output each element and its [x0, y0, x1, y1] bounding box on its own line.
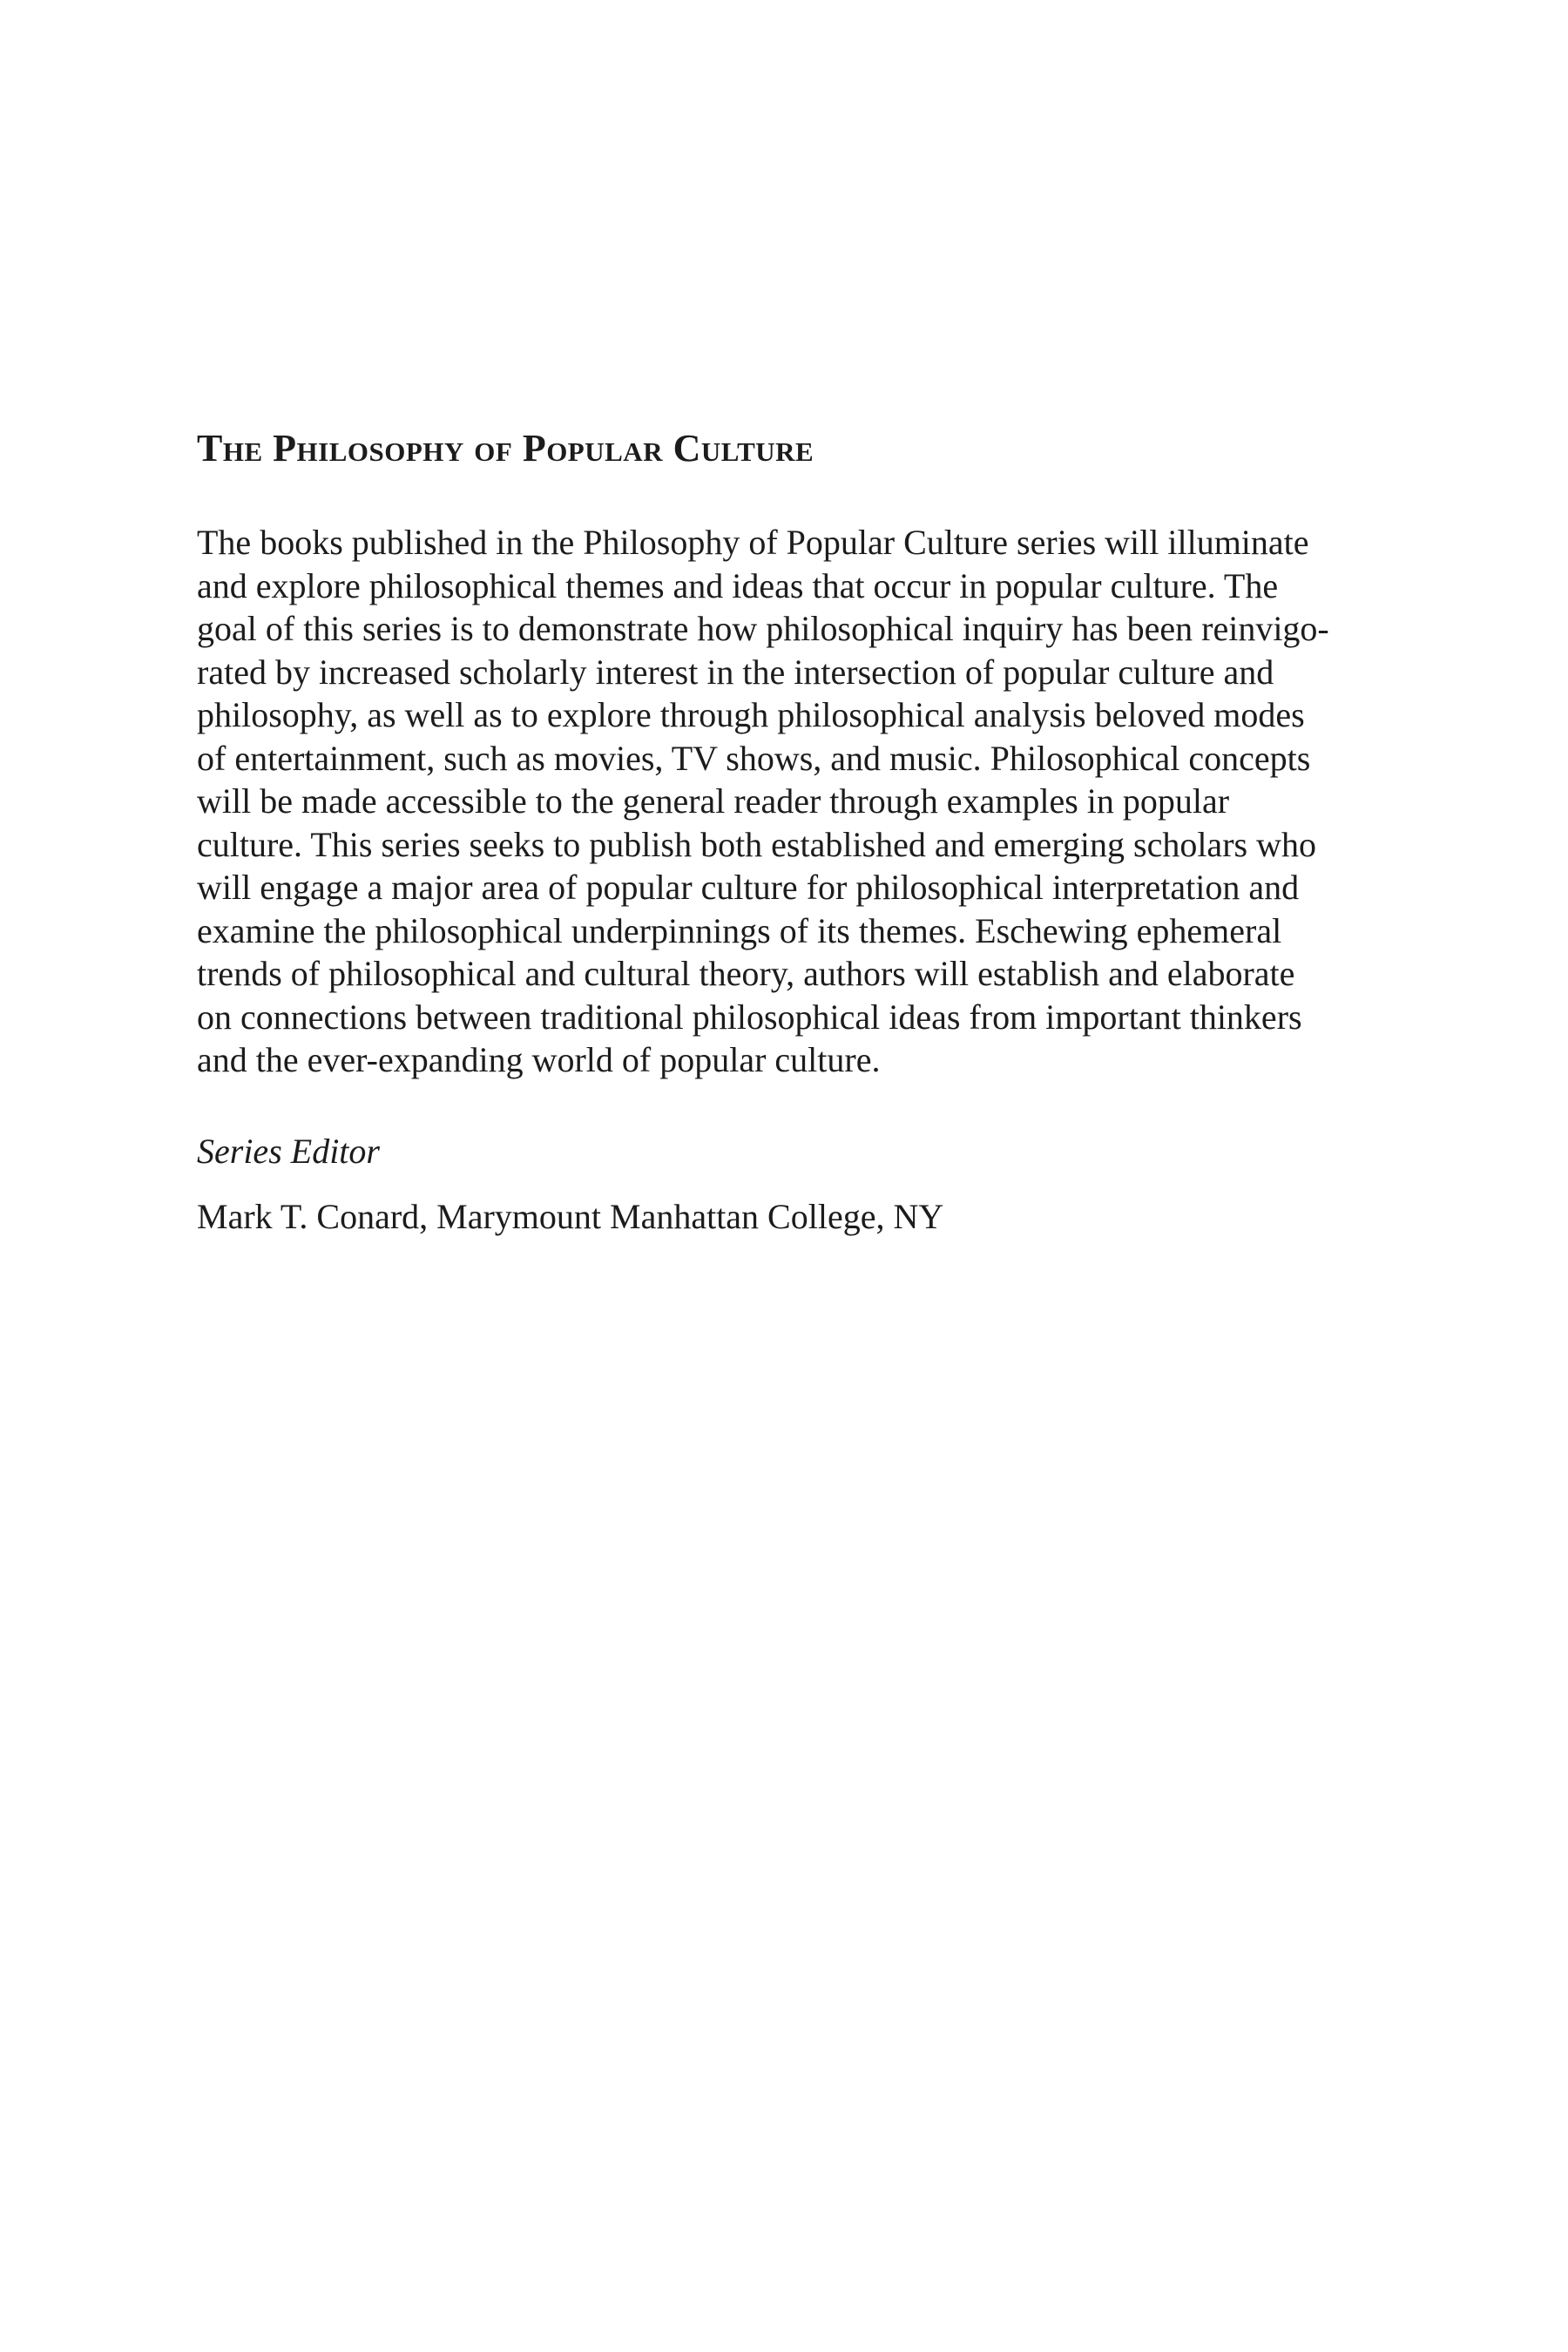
- description-line: culture. This series seeks to publish both established and emerging scholars who: [197, 824, 1316, 864]
- description-line: and explore philosophical themes and ideas that occur in popular culture. The: [197, 565, 1279, 605]
- description-line: on connections between traditional philosophical ideas from important thinkers: [197, 997, 1302, 1037]
- description-line: goal of this series is to demonstrate how philosophical inquiry has been reinvigo-: [197, 609, 1329, 648]
- description-line: will engage a major area of popular culture for philosophical interpretation and: [197, 868, 1300, 907]
- description-line: philosophy, as well as to explore through philosophical analysis beloved modes: [197, 695, 1305, 734]
- description-line: rated by increased scholarly interest in the intersection of popular culture and: [197, 652, 1274, 692]
- description-line: will be made accessible to the general reader through examples in popular: [197, 781, 1230, 821]
- series-description: [197, 521, 1329, 1082]
- description-line: trends of philosophical and cultural theory, authors will establish and elaborate: [197, 954, 1295, 993]
- description-line: The books published in the Philosophy of Popular Culture series will illuminate: [197, 523, 1309, 562]
- description-line: examine the philosophical underpinnings of its themes. Eschewing ephemeral: [197, 910, 1282, 950]
- series-title: The Philosophy of Popular Culture: [197, 427, 814, 470]
- description-line: of entertainment, such as movies, TV shows, and music. Philosophical concepts: [197, 738, 1311, 778]
- description-line: and the ever-expanding world of popular culture.: [197, 1040, 881, 1079]
- series-editor-name: Mark T. Conard, Marymount Manhattan College, NY: [197, 1197, 944, 1236]
- series-editor-label: Series Editor: [197, 1132, 380, 1171]
